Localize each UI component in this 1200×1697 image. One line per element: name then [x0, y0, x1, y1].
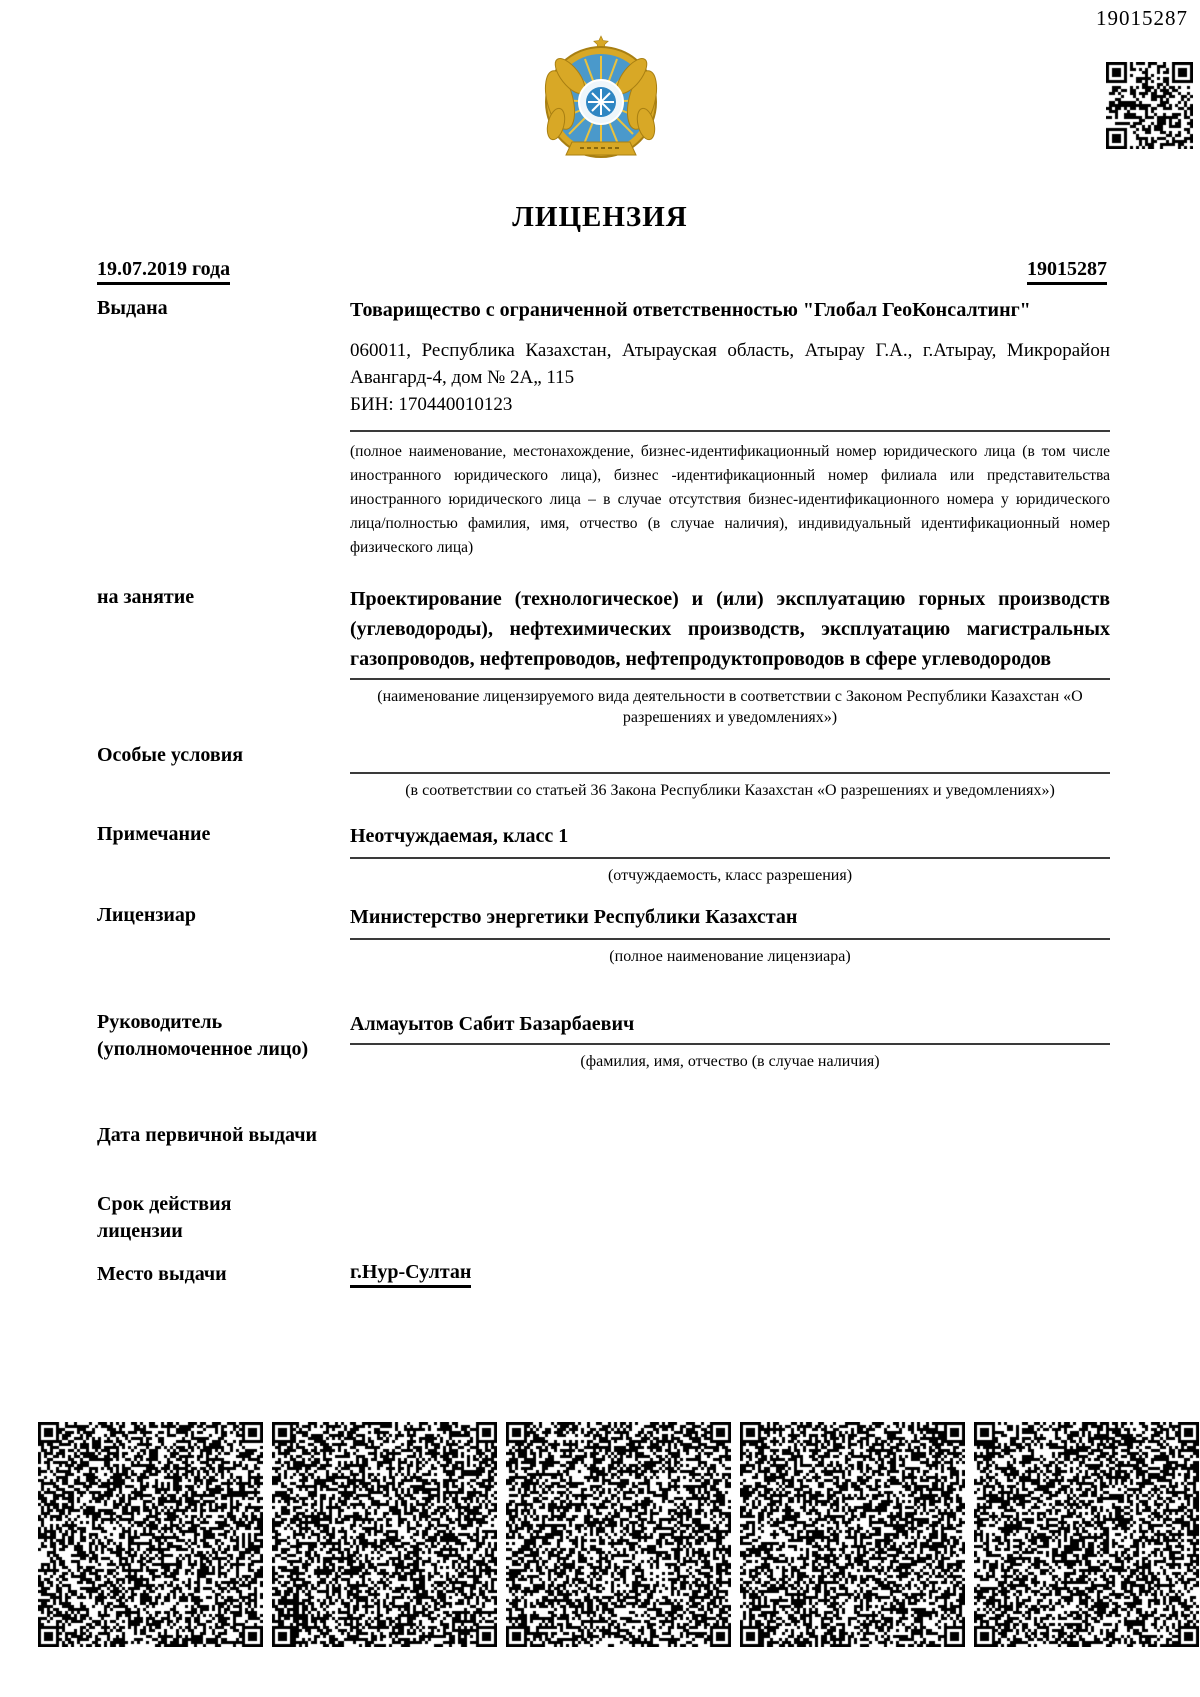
- section-licensor: [97, 902, 1110, 967]
- kazakhstan-emblem-icon: [540, 34, 662, 164]
- barcode-block: [740, 1422, 965, 1647]
- document-header: [0, 0, 1200, 240]
- barcode-block: [974, 1422, 1199, 1647]
- first-issue-value-area: [350, 1122, 1110, 1149]
- licensor-caption: (полное наименование лицензиара): [609, 948, 851, 965]
- document-title: ЛИЦЕНЗИЯ: [512, 201, 688, 233]
- section-validity: [97, 1191, 1110, 1245]
- special-conditions-empty-value: [350, 742, 1110, 774]
- place-label: Место выдачи: [97, 1263, 227, 1285]
- first-issue-label: Дата первичной выдачи: [97, 1124, 318, 1146]
- document-number-top: 19015287: [1096, 6, 1188, 30]
- head-value-area: [350, 1009, 1110, 1072]
- head-label-line2: (уполномоченное лицо): [97, 1038, 309, 1060]
- date-number-row: [97, 258, 1107, 285]
- company-bin: БИН: 170440010123: [350, 394, 513, 415]
- activity-label: на занятие: [97, 586, 195, 608]
- barcode-block: [506, 1422, 731, 1647]
- issued-value-area: [350, 295, 1110, 560]
- issue-date: 19.07.2019 года: [97, 258, 230, 285]
- licensor-value-area: [350, 902, 1110, 967]
- licensor-value: Министерство энергетики Республики Казахстан: [350, 902, 1110, 940]
- special-conditions-caption: (в соответствии со статьей 36 Закона Республики Казахстан «О разрешениях и уведомлениях»): [405, 782, 1055, 799]
- section-head: [97, 1009, 1110, 1072]
- company-name: Товарищество с ограниченной ответственностью "Глобал ГеоКонсалтинг": [350, 299, 1031, 321]
- activity-value: Проектирование (технологическое) и (или) эксплуатацию горных производств (углеводороды), нефтехимических производств, эксплуатацию магистральных газопроводов, нефтепроводов, нефтепродуктопроводов в сфере углеводородов: [350, 588, 1110, 670]
- special-conditions-value-area: [350, 742, 1110, 801]
- barcode-band: [38, 1422, 1199, 1647]
- section-place: [97, 1261, 1110, 1288]
- head-value: Алмауытов Сабит Базарбаевич: [350, 1009, 1110, 1045]
- licensor-label: Лицензиар: [97, 904, 197, 926]
- head-label: [97, 1009, 350, 1072]
- issued-label: Выдана: [97, 297, 168, 319]
- note-label: Примечание: [97, 823, 211, 845]
- special-conditions-label: Особые условия: [97, 744, 244, 766]
- note-value: Неотчуждаемая, класс 1: [350, 821, 1110, 859]
- validity-label: Срок действия лицензии: [97, 1193, 232, 1242]
- activity-value-area: [350, 584, 1110, 728]
- license-number: 19015287: [1027, 258, 1107, 285]
- place-value-area: [350, 1261, 1110, 1288]
- validity-value-area: [350, 1191, 1110, 1245]
- qr-code-icon: [1106, 62, 1193, 149]
- place-value: г.Нур-Султан: [350, 1261, 471, 1288]
- section-activity: [97, 584, 1110, 728]
- section-issued: [97, 295, 1110, 560]
- head-label-line1: Руководитель: [97, 1011, 223, 1033]
- head-caption: (фамилия, имя, отчество (в случае наличия): [580, 1053, 880, 1070]
- issued-caption: (полное наименование, местонахождение, бизнес-идентификационный номер юридического лица (в том числе иностранного юридического лица), бизнес -идентификационный номер филиала или представительства иностранного юридического лица – в случае отсутствия бизнес-идентификационного номера у юридического лица/полностью фамилия, имя, отчество (в случае наличия), индивидуальный идентификационный номер физического лица): [350, 443, 1110, 556]
- section-note: [97, 821, 1110, 886]
- barcode-block: [38, 1422, 263, 1647]
- company-address: 060011, Республика Казахстан, Атырауская область, Атырау Г.А., г.Атырау, Микрорайон Авангард-4, дом № 2А„ 115: [350, 340, 1110, 388]
- activity-caption: (наименование лицензируемого вида деятельности в соответствии с Законом Республики Казахстан «О разрешениях и уведомлениях»): [377, 688, 1083, 726]
- note-value-area: [350, 821, 1110, 886]
- note-caption: (отчуждаемость, класс разрешения): [607, 867, 853, 884]
- barcode-block: [272, 1422, 497, 1647]
- section-special-conditions: [97, 742, 1110, 801]
- section-first-issue: [97, 1122, 1110, 1149]
